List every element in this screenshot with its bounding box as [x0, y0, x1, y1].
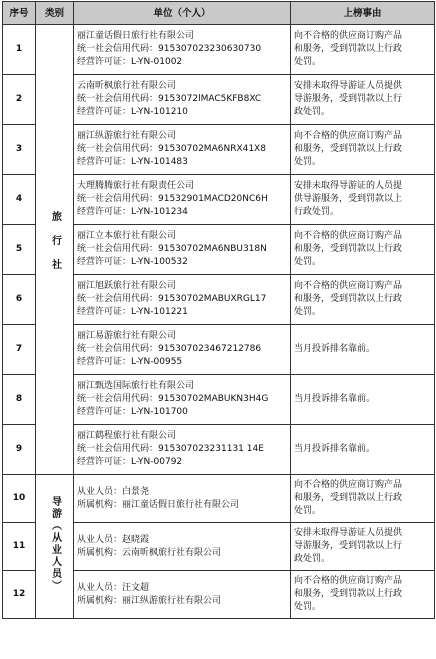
- license-no: 经营许可证：L-YN-101221: [77, 307, 188, 317]
- unit-cell: [74, 523, 291, 571]
- header-no: 序号: [3, 2, 36, 25]
- unit-cell: [74, 175, 291, 225]
- table-row: [3, 475, 435, 523]
- reason-cell: 安排未取得导游证的人员提 供导游服务，受到罚款以上 行政处罚。: [291, 175, 435, 225]
- unit-cell: [74, 571, 291, 619]
- unit-cell: [74, 25, 291, 75]
- reason-cell: 向不合格的供应商订购产品 和服务，受到罚款以上行政 处罚。: [291, 275, 435, 325]
- credit-code: 统一社会信用代码：915307023467212786: [77, 344, 262, 354]
- category-guide: 导游（从业人员）: [36, 475, 74, 619]
- license-no: 经营许可证：L-YN-00792: [77, 457, 183, 467]
- header-unit: 单位（个人）: [74, 2, 291, 25]
- unit-name: 丽江易游旅行社有限公司: [77, 331, 177, 341]
- unit-name: 丽江纵游旅行社有限公司: [77, 131, 177, 141]
- license-no: 经营许可证：L-YN-101700: [77, 407, 188, 417]
- unit-cell: [74, 125, 291, 175]
- credit-code: 统一社会信用代码：915307023230630730: [77, 44, 262, 54]
- unit-name: 丽江童话假日旅行社有限公司: [77, 31, 195, 41]
- unit-name: 丽江鹤程旅行社有限公司: [77, 431, 177, 441]
- reason-cell: 向不合格的供应商订购产品 和服务，受到罚款以上行政 处罚。: [291, 475, 435, 523]
- unit-name: 大理腾腾旅行社有限责任公司: [77, 181, 195, 191]
- row-no: 7: [3, 325, 36, 375]
- unit-name: 丽江旭跃旅行社有限公司: [77, 281, 177, 291]
- license-no: 经营许可证：L-YN-100532: [77, 257, 188, 267]
- reason-cell: 向不合格的供应商订购产品 和服务，受到罚款以上行政 处罚。: [291, 225, 435, 275]
- row-no: 5: [3, 225, 36, 275]
- unit-cell: [74, 375, 291, 425]
- reason-cell: 向不合格的供应商订购产品 和服务，受到罚款以上行政 处罚。: [291, 25, 435, 75]
- license-no: 经营许可证：L-YN-00955: [77, 357, 183, 367]
- license-no: 经营许可证：L-YN-101234: [77, 207, 188, 217]
- reason-cell: 安排未取得导游证人员提供 导游服务，受到罚款以上行 政处罚。: [291, 75, 435, 125]
- unit-cell: [74, 225, 291, 275]
- reason-cell: 当月投诉排名靠前。: [291, 375, 435, 425]
- unit-cell: [74, 425, 291, 475]
- credit-code: 统一社会信用代码：91530702MABUKN3H4G: [77, 394, 269, 404]
- practitioner-name: 从业人员：赵晓霞: [77, 534, 150, 545]
- header-reason: 上榜事由: [291, 2, 435, 25]
- row-no: 3: [3, 125, 36, 175]
- credit-code: 统一社会信用代码：9153072lMAC5KFB8XC: [77, 94, 262, 104]
- credit-code: 统一社会信用代码：91532901MACD20NC6H: [77, 194, 268, 204]
- credit-code: 统一社会信用代码：91530702MA6NRX41X8: [77, 144, 266, 154]
- row-no: 10: [3, 475, 36, 523]
- row-no: 9: [3, 425, 36, 475]
- unit-name: 云南昕枫旅行社有限公司: [77, 81, 177, 91]
- row-no: 2: [3, 75, 36, 125]
- license-no: 经营许可证：L-YN-101483: [77, 157, 188, 167]
- practitioner-name: 从业人员：白景尧: [77, 486, 150, 497]
- practitioner-name: 从业人员：汪文超: [77, 582, 150, 593]
- license-no: 经营许可证：L-YN-101210: [77, 107, 188, 117]
- reason-cell: 当月投诉排名靠前。: [291, 425, 435, 475]
- row-no: 8: [3, 375, 36, 425]
- credit-code: 统一社会信用代码：915307023231131 14E: [77, 444, 264, 454]
- unit-cell: [74, 325, 291, 375]
- row-no: 6: [3, 275, 36, 325]
- unit-cell: [74, 75, 291, 125]
- header-category: 类别: [36, 2, 74, 25]
- unit-cell: [74, 475, 291, 523]
- row-no: 11: [3, 523, 36, 571]
- row-no: 12: [3, 571, 36, 619]
- blacklist-table: [2, 1, 435, 619]
- unit-name: 丽江立本旅行社有限公司: [77, 231, 177, 241]
- row-no: 1: [3, 25, 36, 75]
- credit-code: 统一社会信用代码：91530702MA6NBU318N: [77, 244, 267, 254]
- unit-cell: [74, 275, 291, 325]
- license-no: 经营许可证：L-YN-01002: [77, 57, 183, 67]
- affiliated-org: 所属机构：云南昕枫旅行社有限公司: [77, 547, 222, 558]
- credit-code: 统一社会信用代码：91530702MABUXRGL17: [77, 294, 267, 304]
- reason-cell: 向不合格的供应商订购产品 和服务，受到罚款以上行政 处罚。: [291, 571, 435, 619]
- reason-cell: 当月投诉排名靠前。: [291, 325, 435, 375]
- table-row: [3, 25, 435, 75]
- row-no: 4: [3, 175, 36, 225]
- unit-name: 丽江甄选国际旅行社有限公司: [77, 381, 195, 391]
- affiliated-org: 所属机构：丽江童话假日旅行社有限公司: [77, 499, 240, 510]
- reason-cell: 安排未取得导游证人员提供 导游服务，受到罚款以上行 政处罚。: [291, 523, 435, 571]
- affiliated-org: 所属机构：丽江纵游旅行社有限公司: [77, 595, 222, 606]
- header-row: [3, 2, 435, 25]
- reason-cell: 向不合格的供应商订购产品 和服务，受到罚款以上行政 处罚。: [291, 125, 435, 175]
- category-agency: 旅行社: [36, 25, 74, 475]
